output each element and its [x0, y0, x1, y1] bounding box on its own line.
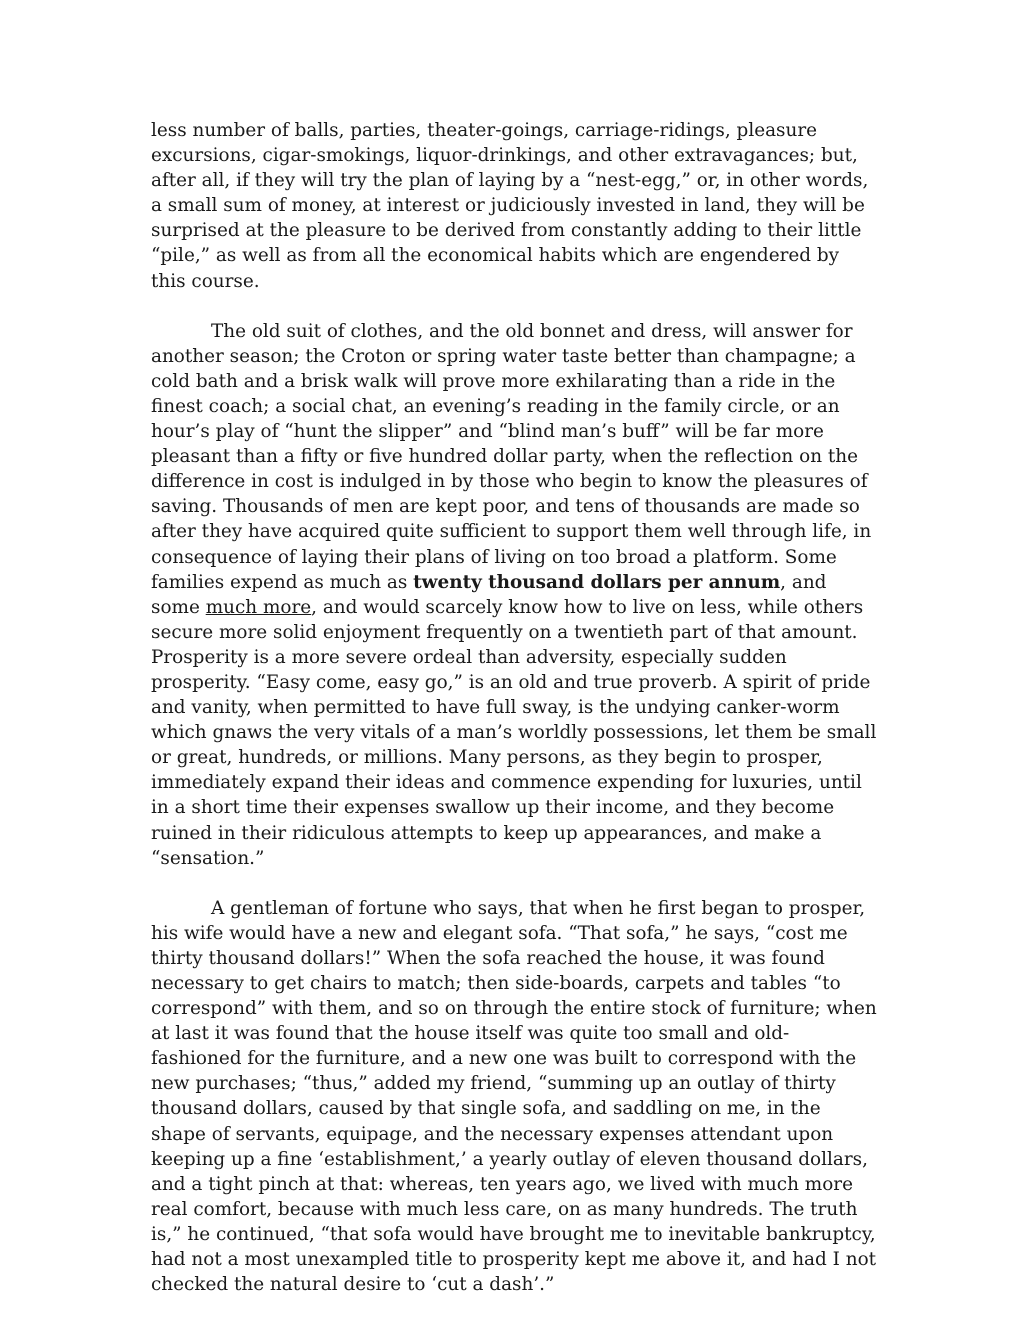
paragraph-text: The old suit of clothes, and the old bonnet and dress, will answer for another season; the Croton or spring water taste better than champagne; a cold bath and a brisk walk will prove more exhilarating than a ride in the finest coach; a social chat, an evening’s reading in the family circle, or an hour’s play of “hunt the slipper” and “blind man’s buff” will be far more pleasant than a fifty or five hundred dollar party, when the reflection on the difference in cost is indulged in by those who begin to know the pleasures of saving. Thousands of men are kept poor, and tens of thousands are made so after they have acquired quite sufficient to support them well through life, in consequence of laying their plans of living on too broad a platform. Some families expend as much as [151, 320, 872, 593]
paragraph-continuation: less number of balls, parties, theater-goings, carriage-ridings, pleasure excursions, cigar-smokings, liquor-drinkings, and other extravagances; but, after all, if they will try the plan of laying by a “nest-egg,” or, in other words, a small sum of money, at interest or judiciously invested in land, they will be surprised at the pleasure to be derived from constantly adding to their little “pile,” as well as from all the economical habits which are engendered by this course. [151, 120, 869, 292]
paragraph-text: , and would scarcely know how to live on less, while others secure more solid enjoyment frequently on a twentieth part of that amount. Prosperity is a more severe ordeal than adversity, especially sudden prosperity. “Easy come, easy go,” is an old and true proverb. A spirit of pride and vanity, when permitted to have full sway, is the undying canker-worm which gnaws the very vitals of a man’s worldly possessions, let them be small or great, hundreds, or millions. Many persons, as they begin to prosper, immediately expand their ideas and commence expending for luxuries, until in a short time their expenses swallow up their income, and they become ruined in their ridiculous attempts to keep up appearances, and make a “sensation.” [151, 596, 877, 869]
paragraph-savings [151, 319, 877, 871]
document-page [151, 118, 877, 1297]
paragraph-text: , and some [151, 571, 827, 618]
bold-phrase: twenty thousand dollars per annum [413, 571, 781, 593]
paragraph-sofa-anecdote: A gentleman of fortune who says, that when he first began to prosper, his wife would have a new and elegant sofa. “That sofa,” he says, “cost me thirty thousand dollars!” When the sofa reached the house, it was found necessary to get chairs to match; then side-boards, carpets and tables “to correspond” with them, and so on through the entire stock of furniture; when at last it was found that the house itself was quite too small and old-fashioned for the furniture, and a new one was built to correspond with the new purchases; “thus,” added my friend, “summing up an outlay of thirty thousand dollars, caused by that single sofa, and saddling on me, in the shape of servants, equipage, and the necessary expenses attendant upon keeping up a fine ‘establishment,’ a yearly outlay of eleven thousand dollars, and a tight pinch at that: whereas, ten years ago, we lived with much more real comfort, because with much less care, on as many hundreds. The truth is,” he continued, “that sofa would have brought me to inevitable bankruptcy, had not a most unexampled title to prosperity kept me above it, and had I not checked the natural desire to ‘cut a dash’.” [151, 897, 877, 1296]
underlined-phrase: much more [205, 596, 312, 618]
